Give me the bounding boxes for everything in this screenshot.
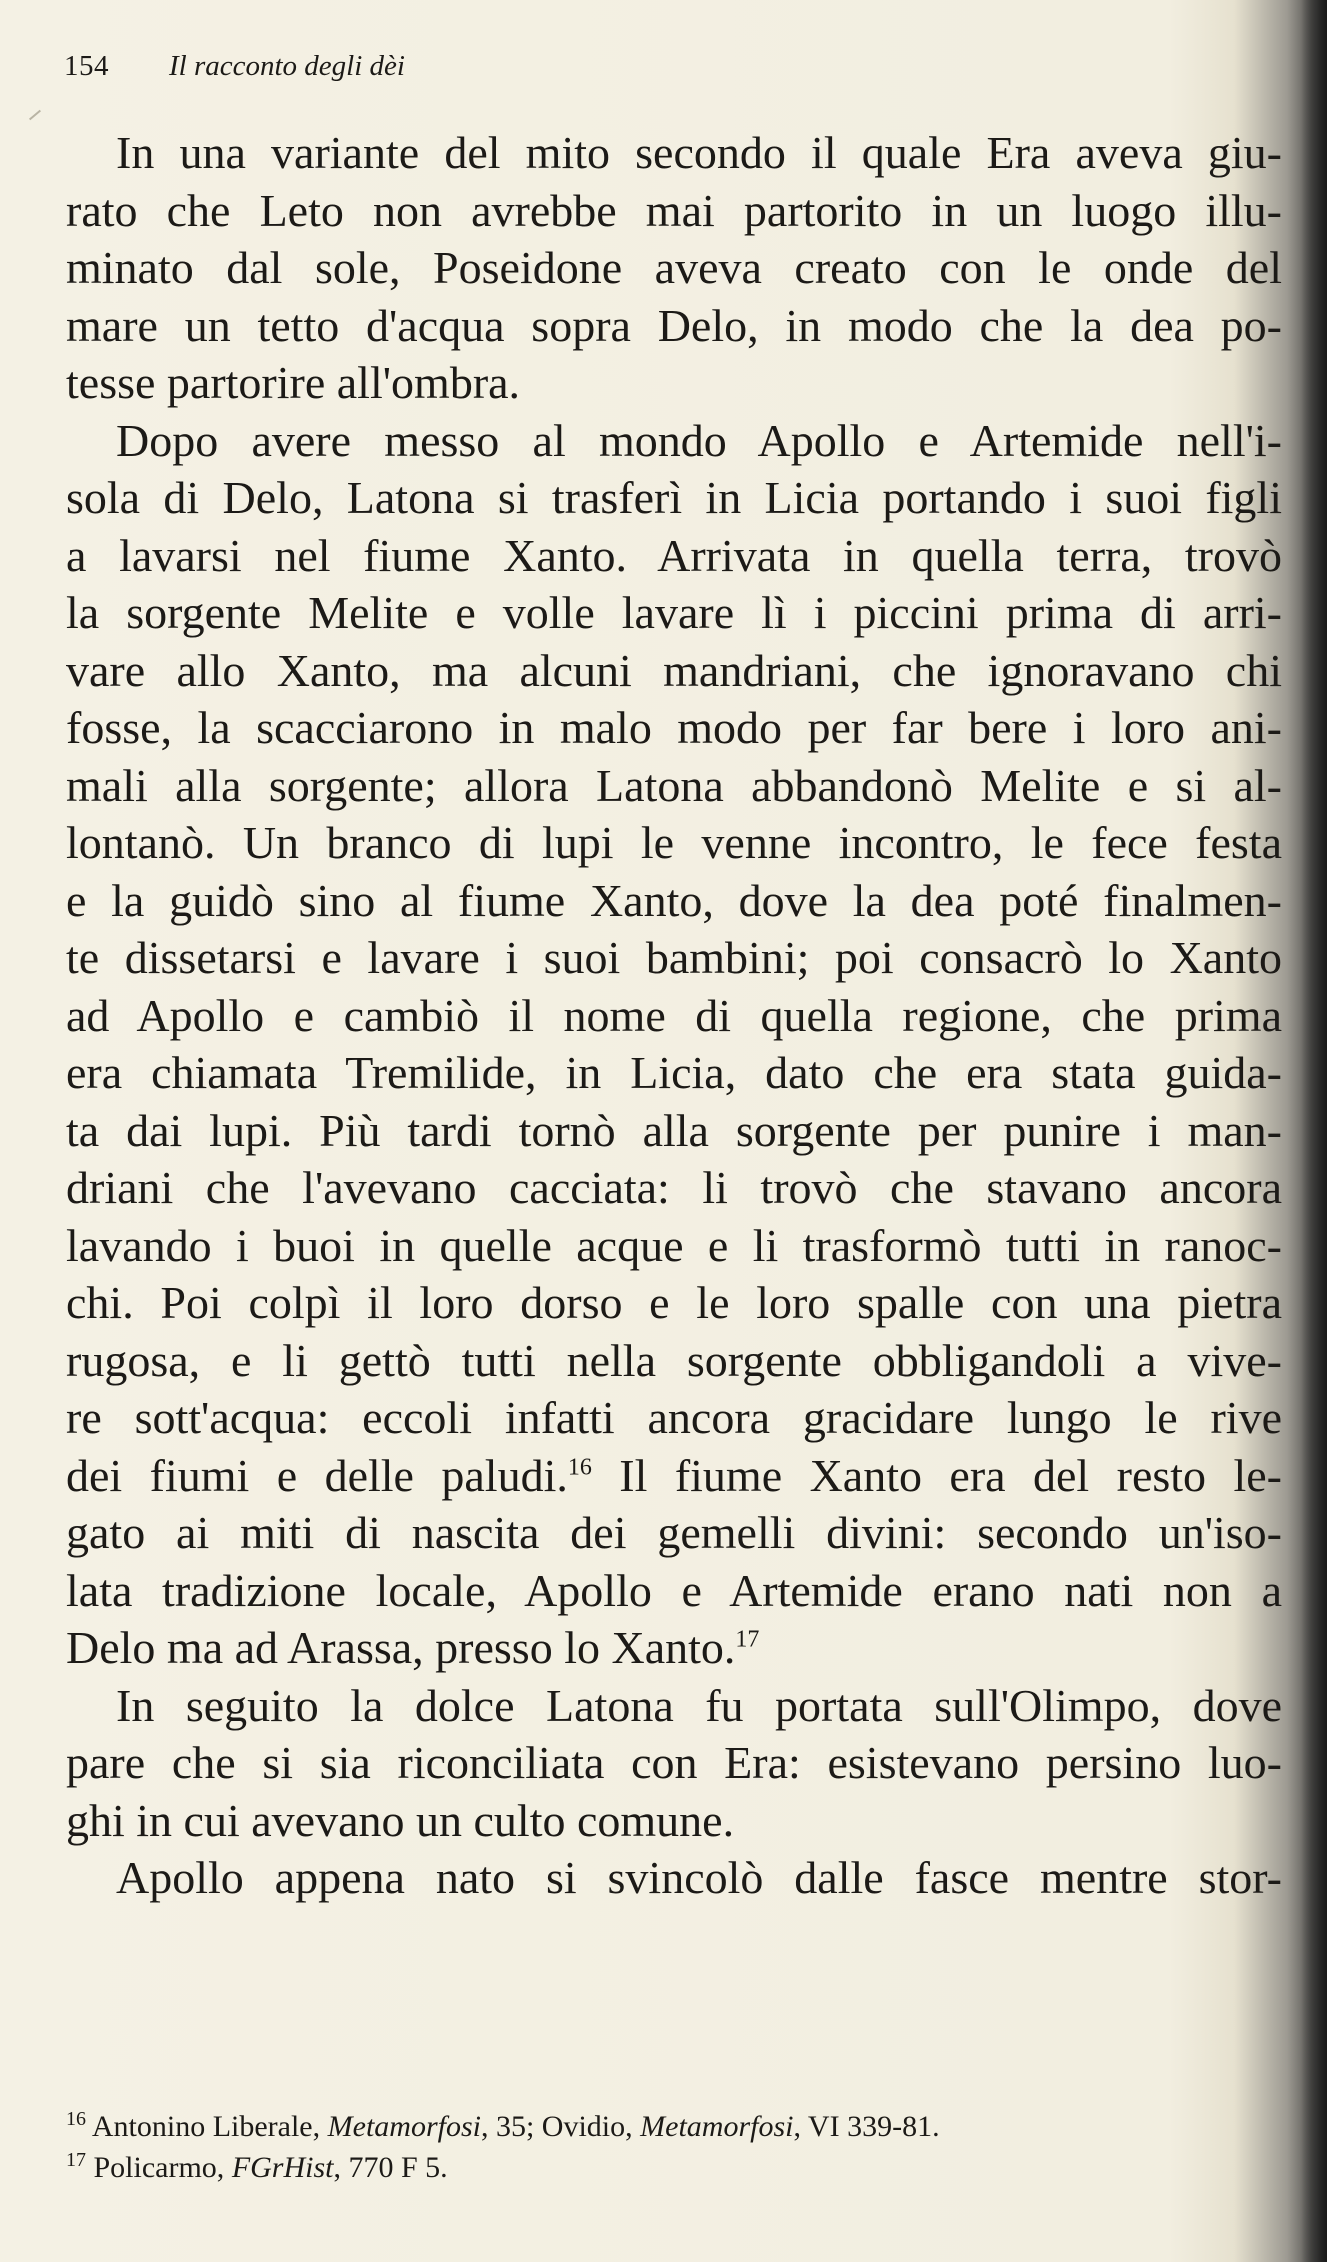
text-line: ghi in cui avevano un culto comune. <box>66 1794 735 1846</box>
text-line: la sorgente Melite e volle lavare lì i piccini prima di arri- <box>66 587 1282 638</box>
footnote-number: 17 <box>66 2149 86 2171</box>
footnote-16 <box>66 2106 1266 2147</box>
footnote-ref: , 770 F 5. <box>333 2151 448 2184</box>
page-header <box>64 50 405 92</box>
text-line: tesse partorire all'ombra. <box>66 357 521 408</box>
text-line: te dissetarsi e lavare i suoi bambini; poi consacrò lo Xanto <box>66 932 1282 983</box>
footnote-17 <box>66 2147 1266 2188</box>
text-line: chi. Poi colpì il loro dorso e le loro spalle con una pietra <box>66 1277 1282 1328</box>
text-line-with-note <box>66 1619 1282 1677</box>
text-line: minato dal sole, Poseidone aveva creato con le onde del <box>66 242 1282 293</box>
binding-shadow <box>1301 0 1327 2262</box>
running-title: Il racconto degli dèi <box>169 50 405 82</box>
text-line: lata tradizione locale, Apollo e Artemide erano nati non a <box>66 1564 1282 1616</box>
footnotes <box>66 2106 1266 2188</box>
page-number: 154 <box>64 50 109 82</box>
text-line-with-note <box>66 1447 1282 1505</box>
text-line: re sott'acqua: eccoli infatti ancora gracidare lungo le rive <box>66 1392 1282 1443</box>
footnote-ref-16: 16 <box>567 1454 592 1481</box>
text-line: sola di Delo, Latona si trasferì in Licia portando i suoi figli <box>66 472 1282 523</box>
footnote-ref: , 35; Ovidio, <box>480 2110 641 2143</box>
text-line: rugosa, e li gettò tutti nella sorgente obbligandoli a vive- <box>66 1334 1282 1386</box>
footnote-number: 16 <box>66 2108 86 2130</box>
text-line: lavando i buoi in quelle acque e li trasformò tutti in ranoc- <box>66 1219 1282 1271</box>
footnote-ref-17: 17 <box>735 1626 760 1653</box>
text-line: In una variante del mito secondo il quale Era aveva giu- <box>116 127 1282 178</box>
text-line: Apollo appena nato si svincolò dalle fasce mentre stor- <box>116 1852 1282 1903</box>
footnote-work: Metamorfosi <box>327 2110 481 2143</box>
text-line: pare che si sia riconciliata con Era: esistevano persino luo- <box>66 1737 1282 1788</box>
text-segment: Il fiume Xanto era del resto le- <box>591 1449 1282 1501</box>
footnote-work: Metamorfosi <box>640 2110 794 2143</box>
text-line: vare allo Xanto, ma alcuni mandriani, che ignoravano chi <box>66 644 1282 696</box>
text-line: mali alla sorgente; allora Latona abbandonò Melite e si al- <box>66 759 1282 811</box>
text-line: rato che Leto non avrebbe mai partorito in un luogo illu- <box>66 184 1282 236</box>
text-line: ad Apollo e cambiò il nome di quella regione, che prima <box>66 989 1282 1041</box>
text-line: era chiamata Tremilide, in Licia, dato che era stata guida- <box>66 1047 1282 1098</box>
footnote-work: FGrHist <box>231 2151 334 2184</box>
text-segment: dei fiumi e delle paludi. <box>66 1449 568 1501</box>
text-line: a lavarsi nel fiume Xanto. Arrivata in quella terra, trovò <box>66 529 1282 581</box>
text-line: In seguito la dolce Latona fu portata sull'Olimpo, dove <box>116 1679 1282 1731</box>
text-line: mare un tetto d'acqua sopra Delo, in modo che la dea po- <box>66 299 1282 351</box>
footnote-author: Policarmo, <box>93 2151 232 2184</box>
text-line: lontanò. Un branco di lupi le venne incontro, le fece festa <box>66 817 1282 868</box>
paper-speck <box>29 110 41 121</box>
text-line: driani che l'avevano cacciata: li trovò che stavano ancora <box>66 1162 1282 1213</box>
text-line: gato ai miti di nascita dei gemelli divini: secondo un'iso- <box>66 1507 1282 1558</box>
text-line: ta dai lupi. Più tardi tornò alla sorgente per punire i man- <box>66 1104 1282 1156</box>
footnote-ref: , VI 339-81. <box>793 2110 940 2143</box>
text-line: fosse, la scacciarono in malo modo per far bere i loro ani- <box>66 702 1282 753</box>
text-line: e la guidò sino al fiume Xanto, dove la dea poté finalmen- <box>66 874 1282 926</box>
text-segment: Delo ma ad Arassa, presso lo Xanto. <box>66 1622 736 1673</box>
body-text <box>66 124 1282 1907</box>
text-line: Dopo avere messo al mondo Apollo e Artemide nell'i- <box>116 414 1282 466</box>
footnote-author: Antonino Liberale, <box>91 2110 328 2143</box>
